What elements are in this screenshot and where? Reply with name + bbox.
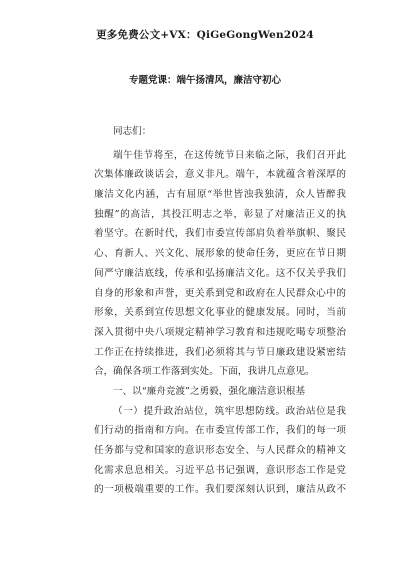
section-heading: 一、以“廉舟竞渡”之勇毅，强化廉洁意识根基 [113, 385, 306, 397]
paragraph-line: 合，确保各项工作落到实处。下面，我讲几点意见。 [94, 366, 315, 378]
paragraph-line: 廉洁文化内涵，古有屈原“举世皆浊我独清，众人皆醉我 [94, 189, 346, 201]
paragraph-line: 自身的形象和声誉，更关系到党和政府在人民群众心中的 [94, 287, 346, 299]
paragraph-line: 工作正在持续推进，我们必须将其与节日廉政建设紧密结 [94, 346, 346, 358]
paragraph-line: 心、育新人、兴文化、展形象的使命任务，更应在节日期 [94, 248, 346, 260]
paragraph-line: 间严守廉洁底线，传承和弘扬廉洁文化。这不仅关乎我们 [94, 267, 346, 279]
paragraph-line: 化需求息息相关。习近平总书记强调，意识形态工作是党 [94, 464, 346, 476]
paragraph-line: 的一项极端重要的工作。我们要深刻认识到，廉洁从政不 [94, 484, 346, 496]
paragraph-line: 着坚守。在新时代，我们市委宣传部肩负着举旗帜、聚民 [94, 228, 346, 240]
paragraph-line: （一）提升政治站位，筑牢思想防线。政治站位是我 [113, 405, 346, 417]
paragraph-line: 任务都与党和国家的意识形态安全、与人民群众的精神文 [94, 445, 346, 456]
document-body [94, 122, 346, 500]
salutation: 同志们： [113, 126, 152, 137]
paragraph-line: 端午佳节将至，在这传统节日来临之际，我们召开此 [113, 149, 346, 161]
promo-header: 更多免费公文+VX：QiGeGongWen2024 [96, 29, 314, 41]
paragraph-line: 们行动的指南和方向。在市委宣传部工作，我们的每一项 [94, 425, 346, 437]
paragraph-line: 次集体廉政谈话会，意义非凡。端午，本就蕴含着深厚的 [94, 169, 346, 181]
document-title: 专题党课：端午扬清风，廉洁守初心 [128, 75, 281, 86]
paragraph-line: 形象，关系到宣传思想文化事业的健康发展。同时，当前 [94, 307, 346, 319]
paragraph-line: 独醒”的高洁，其投江明志之举，彰显了对廉洁正义的执 [94, 208, 346, 220]
paragraph-line: 深入贯彻中央八项规定精神学习教育和违规吃喝专项整治 [94, 326, 346, 338]
